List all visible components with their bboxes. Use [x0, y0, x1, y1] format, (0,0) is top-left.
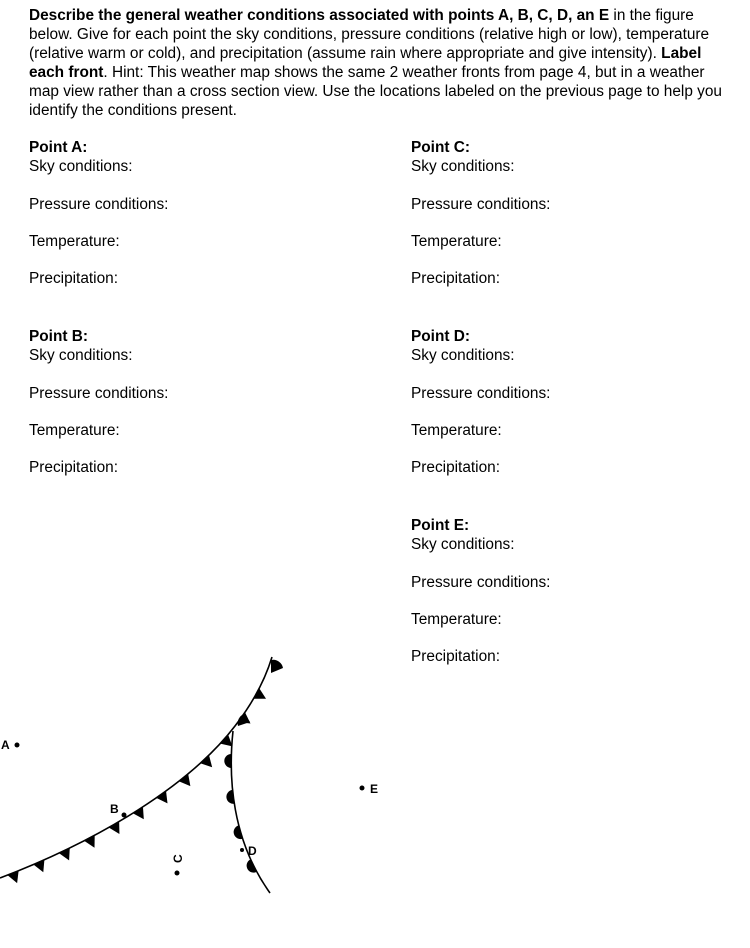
- cold-front-triangle: [254, 688, 267, 699]
- point-e-dot: [360, 786, 365, 791]
- map-label-d: D: [248, 844, 257, 858]
- instructions-bold-lead: Describe the general weather conditions associated with points A, B, C, D, an E: [29, 7, 610, 24]
- point-e-precipitation: Precipitation:: [411, 648, 500, 665]
- cold-front-triangles: [7, 688, 266, 883]
- cold-front-triangle: [109, 822, 120, 835]
- point-a-dot: [15, 743, 20, 748]
- point-e-sky: Sky conditions:: [411, 536, 515, 553]
- point-b-precipitation: Precipitation:: [29, 459, 118, 476]
- point-d-pressure: Pressure conditions:: [411, 385, 551, 402]
- cold-front-triangle: [156, 791, 167, 803]
- point-b-title: Point B:: [29, 328, 88, 345]
- instructions: [29, 6, 731, 120]
- map-label-e: E: [370, 782, 379, 796]
- point-a-title: Point A:: [29, 139, 88, 156]
- point-a-temperature: Temperature:: [29, 233, 120, 250]
- point-d-sky: Sky conditions:: [411, 347, 515, 364]
- point-c-temperature: Temperature:: [411, 233, 502, 250]
- point-b-pressure: Pressure conditions:: [29, 385, 169, 402]
- point-a-sky: Sky conditions:: [29, 158, 133, 175]
- point-d-block: [411, 327, 550, 477]
- point-d-title: Point D:: [411, 328, 470, 345]
- point-a-block: [29, 138, 168, 288]
- point-c-sky: Sky conditions:: [411, 158, 515, 175]
- point-e-temperature: Temperature:: [411, 611, 502, 628]
- point-e-title: Point E:: [411, 517, 470, 534]
- warm-front-semicircle: [224, 754, 231, 768]
- cold-front-triangle: [84, 835, 95, 848]
- point-d-precipitation: Precipitation:: [411, 459, 500, 476]
- map-label-b: B: [110, 802, 119, 816]
- map-label-c: C: [171, 854, 185, 863]
- point-d-temperature: Temperature:: [411, 422, 502, 439]
- point-b-sky: Sky conditions:: [29, 347, 133, 364]
- instructions-label-fronts: Label each front: [29, 45, 702, 81]
- point-c-pressure: Pressure conditions:: [411, 196, 551, 213]
- point-c-block: [411, 138, 550, 288]
- warm-front-top-bump: [238, 714, 250, 726]
- point-b-temperature: Temperature:: [29, 422, 120, 439]
- instructions-text: in the figure below. Give for each point the sky conditions, pressure conditions (relative high or low), temperature (relative warm or cold), and precipitation (assume rain where appropriate and give intensity).: [29, 7, 710, 62]
- cold-front-triangle: [133, 807, 144, 820]
- point-c-title: Point C:: [411, 139, 470, 156]
- point-e-pressure: Pressure conditions:: [411, 574, 551, 591]
- point-c-precipitation: Precipitation:: [411, 270, 500, 287]
- point-a-precipitation: Precipitation:: [29, 270, 118, 287]
- instructions-hint: . Hint: This weather map shows the same 2 weather fronts from page 4, but in a weather map view rather than a cross section view. Use the locations labeled on the previous page to help you identify the conditions present.: [29, 64, 722, 119]
- point-b-dot: [122, 813, 127, 818]
- weather-map: [0, 640, 750, 948]
- point-c-dot: [175, 871, 180, 876]
- cold-front-triangle: [179, 774, 191, 786]
- map-label-a: A: [1, 738, 10, 752]
- cold-front-end-bump: [271, 660, 283, 673]
- point-b-block: [29, 327, 168, 477]
- point-d-dot: [240, 848, 244, 852]
- point-a-pressure: Pressure conditions:: [29, 196, 169, 213]
